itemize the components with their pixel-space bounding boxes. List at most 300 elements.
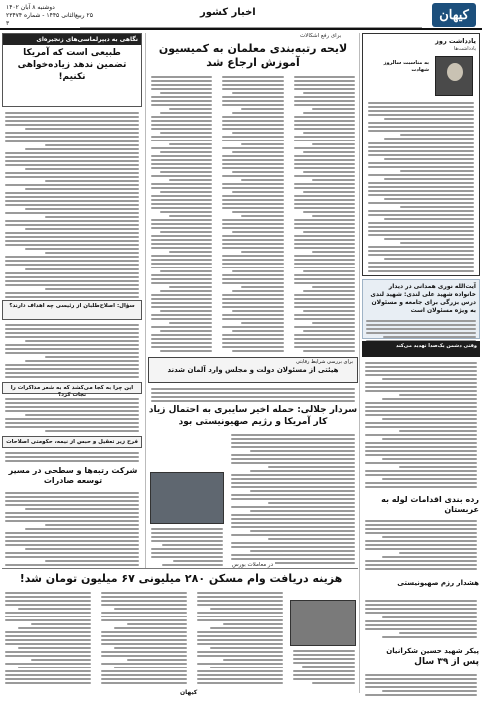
text-line (365, 520, 477, 522)
main-story-body (148, 74, 358, 354)
text-line (222, 255, 283, 257)
text-line (400, 134, 474, 136)
text-line (368, 150, 474, 152)
text-line (231, 526, 355, 528)
text-line (241, 215, 284, 217)
text-line (400, 170, 474, 172)
text-line (399, 466, 477, 468)
text-line (101, 651, 187, 653)
text-line (303, 231, 355, 233)
text-line (5, 422, 139, 424)
text-line (365, 524, 477, 526)
text-line (127, 659, 187, 661)
text-line (5, 564, 139, 566)
text-line (312, 251, 355, 253)
text-line (197, 639, 283, 641)
text-line (5, 260, 139, 262)
text-line (232, 270, 284, 272)
text-line (399, 430, 477, 432)
text-line (169, 251, 212, 253)
side-story-3 (362, 672, 480, 698)
page-number: ۳ (6, 20, 10, 27)
text-line (222, 96, 283, 98)
text-line (151, 207, 212, 209)
text-line (382, 438, 477, 440)
text-line (25, 360, 139, 362)
text-line (5, 674, 91, 676)
text-line (241, 251, 284, 253)
text-line (160, 270, 212, 272)
text-line (169, 215, 212, 217)
text-line (231, 442, 355, 444)
bottom-photo (290, 600, 356, 646)
text-line (5, 398, 139, 400)
text-line (151, 243, 212, 245)
text-line (160, 151, 212, 153)
text-line (382, 478, 477, 480)
text-line (101, 643, 187, 645)
text-line (5, 348, 139, 350)
text-line (25, 508, 139, 510)
text-line (151, 163, 212, 165)
text-line (197, 600, 283, 602)
text-line (231, 458, 355, 460)
diplomacy-box (2, 33, 142, 107)
text-line (294, 326, 355, 328)
text-line (222, 326, 283, 328)
text-line (303, 330, 355, 332)
text-line (222, 207, 283, 209)
text-line (5, 284, 139, 286)
text-line (312, 179, 355, 181)
text-line (293, 658, 355, 660)
text-line (294, 147, 355, 149)
text-line (231, 506, 355, 508)
text-line (250, 510, 355, 512)
text-line (5, 663, 91, 665)
text-line (127, 623, 187, 625)
bottom-story-body (2, 590, 286, 686)
text-line (294, 104, 355, 106)
text-line (5, 152, 139, 154)
text-line (368, 214, 474, 216)
text-line (231, 434, 355, 436)
text-line (151, 187, 212, 189)
text-line (5, 204, 139, 206)
text-line (365, 694, 477, 696)
masthead (0, 0, 482, 30)
main-headline[interactable]: لایحه رتبه‌بندی معلمان به کمیسیون آموزش ارجاع شد (158, 42, 348, 69)
text-line (151, 80, 212, 82)
text-line (5, 368, 139, 370)
text-line (5, 232, 139, 234)
main-kicker: برای رفع اشکالات (300, 33, 342, 39)
text-line (365, 560, 477, 562)
text-line (160, 231, 212, 233)
text-line (151, 155, 212, 157)
text-line (5, 678, 91, 680)
text-line (151, 334, 212, 336)
editorial-box (362, 33, 480, 276)
text-line (5, 192, 139, 194)
text-line (222, 259, 283, 261)
text-line (31, 623, 91, 625)
text-line (368, 254, 474, 256)
text-line (231, 478, 355, 480)
text-line (101, 600, 187, 602)
text-line (294, 282, 355, 284)
text-line (151, 298, 212, 300)
text-line (222, 334, 283, 336)
text-line (293, 674, 355, 676)
text-line (151, 247, 212, 249)
text-line (197, 643, 283, 645)
text-line (160, 191, 212, 193)
text-line (151, 195, 212, 197)
text-line (25, 148, 139, 150)
text-line (101, 674, 187, 676)
text-line (5, 512, 139, 514)
newspaper-logo[interactable]: کیهان (432, 3, 476, 27)
text-line (368, 182, 474, 184)
text-line (151, 346, 212, 348)
text-line (368, 110, 474, 112)
text-line (365, 382, 477, 384)
text-line (365, 474, 477, 476)
text-line (312, 215, 355, 217)
text-line (222, 203, 283, 205)
text-line (294, 342, 355, 344)
text-line (114, 608, 187, 610)
text-line (151, 159, 212, 161)
text-line (294, 136, 355, 138)
text-line (160, 92, 212, 94)
text-line (5, 176, 139, 178)
text-line (197, 616, 283, 618)
text-line (368, 174, 474, 176)
text-line (365, 528, 477, 530)
masthead-rule (80, 27, 422, 28)
text-line (294, 163, 355, 165)
text-line (294, 203, 355, 205)
text-line (368, 190, 474, 192)
cyber-headline[interactable]: سردار جلالی: حمله اخیر سایبری به احتمال زیاد کار آمریکا و رژیم صهیونیستی بود (148, 405, 358, 427)
text-line (5, 452, 139, 454)
diplomacy-bar: نگاهی به دیپرلماسی‌های زنجیره‌ای (3, 34, 141, 45)
text-line (151, 528, 223, 530)
text-line (382, 616, 477, 618)
text-line (151, 100, 212, 102)
text-line (366, 324, 476, 326)
text-line (5, 592, 91, 594)
text-line (151, 314, 212, 316)
text-line (365, 682, 477, 684)
text-line (365, 540, 477, 542)
text-line (293, 650, 355, 652)
text-line (222, 140, 283, 142)
text-line (5, 600, 91, 602)
text-line (222, 116, 283, 118)
text-line (101, 631, 187, 633)
text-line (231, 554, 355, 556)
text-line (151, 274, 212, 276)
bottom-rule (2, 568, 358, 569)
text-line (25, 188, 139, 190)
text-line (5, 200, 139, 202)
text-line (222, 136, 283, 138)
text-line (365, 612, 477, 614)
text-line (169, 179, 212, 181)
text-line (231, 454, 355, 456)
text-line (5, 596, 91, 598)
text-line (222, 223, 283, 225)
text-line (222, 128, 283, 130)
text-line (384, 198, 474, 200)
text-line (222, 302, 283, 304)
text-line (365, 628, 477, 630)
text-line (197, 670, 283, 672)
text-line (151, 167, 212, 169)
text-line (45, 216, 139, 218)
text-line (303, 191, 355, 193)
text-line (222, 239, 283, 241)
text-line (294, 88, 355, 90)
text-line (5, 164, 139, 166)
text-line (151, 263, 212, 265)
text-line (294, 175, 355, 177)
text-line (232, 310, 284, 312)
text-line (303, 290, 355, 292)
text-line (382, 378, 477, 380)
text-line (5, 132, 139, 134)
text-line (231, 498, 355, 500)
text-line (365, 442, 477, 444)
text-line (368, 142, 474, 144)
text-line (368, 210, 474, 212)
text-line (222, 278, 283, 280)
text-line (293, 678, 355, 680)
cyber-story-body (228, 432, 358, 564)
section-title: اخبار کشور (200, 7, 256, 18)
text-line (294, 199, 355, 201)
text-line (5, 372, 139, 374)
text-line (384, 118, 474, 120)
text-line (294, 84, 355, 86)
text-line (222, 282, 283, 284)
text-line (232, 151, 284, 153)
text-line (365, 624, 477, 626)
text-line (197, 635, 283, 637)
text-line (5, 520, 139, 522)
text-line (232, 132, 284, 134)
text-line (197, 604, 283, 606)
text-line (294, 223, 355, 225)
text-line (222, 159, 283, 161)
text-line (231, 438, 355, 440)
text-line (5, 292, 139, 294)
text-line (101, 616, 187, 618)
text-line (5, 460, 139, 462)
text-line (368, 106, 474, 108)
text-line (250, 490, 355, 492)
text-line (365, 608, 477, 610)
side-headline-3[interactable]: پس از ۳۹ سال (414, 657, 479, 667)
text-line (222, 120, 283, 122)
mid-kicker: برای بررسی شرایط رقابتی (295, 359, 353, 365)
text-line (303, 310, 355, 312)
text-line (222, 243, 283, 245)
text-line (222, 163, 283, 165)
export-story-body (2, 490, 142, 566)
text-line (101, 678, 187, 680)
text-line (365, 454, 477, 456)
text-line (151, 175, 212, 177)
question-box-3 (2, 436, 142, 448)
text-line (5, 406, 139, 408)
side-headline-2[interactable]: هشدار رزم‌ صهیونیستی (397, 579, 479, 587)
text-line (25, 414, 139, 416)
left-story-body-4 (2, 450, 142, 464)
mid-headline[interactable]: هیئتی از مسئولان دولت و مجلس وارد آلمان شدند (167, 366, 339, 374)
text-line (222, 104, 283, 106)
text-line (5, 280, 139, 282)
text-line (114, 647, 187, 649)
text-line (5, 456, 139, 458)
question-1[interactable]: سؤال: اصلاح‌طلبان از رئیسی چه اهداف دارند؟ (9, 303, 135, 309)
text-line (5, 536, 139, 538)
text-line (365, 686, 477, 688)
text-line (45, 180, 139, 182)
text-line (368, 202, 474, 204)
text-line (294, 255, 355, 257)
question-box-1 (2, 300, 142, 320)
text-line (294, 140, 355, 142)
text-line (101, 596, 187, 598)
text-line (222, 100, 283, 102)
text-line (151, 128, 212, 130)
text-line (365, 362, 477, 364)
text-line (368, 146, 474, 148)
text-line (114, 627, 187, 629)
text-line (101, 604, 187, 606)
text-line (151, 88, 212, 90)
text-line (268, 502, 355, 504)
text-line (368, 266, 474, 268)
text-line (101, 682, 187, 684)
text-line (368, 230, 474, 232)
text-line (5, 402, 139, 404)
text-line (222, 183, 283, 185)
text-line (368, 114, 474, 116)
text-line (151, 400, 355, 402)
text-line (210, 647, 283, 649)
text-line (232, 290, 284, 292)
text-line (241, 143, 284, 145)
text-line (368, 234, 474, 236)
text-line (210, 608, 283, 610)
text-line (303, 211, 355, 213)
text-line (5, 276, 139, 278)
text-line (5, 116, 139, 118)
text-line (197, 678, 283, 680)
text-line (400, 242, 474, 244)
text-line (151, 318, 212, 320)
text-line (303, 171, 355, 173)
text-line (241, 179, 284, 181)
text-line (294, 159, 355, 161)
text-line (197, 619, 283, 621)
text-line (222, 294, 283, 296)
text-line (151, 548, 223, 550)
text-line (101, 635, 187, 637)
export-headline[interactable]: شرکت رتبه‌ها و سطحی در مسیر توسعه صادرات (8, 466, 138, 485)
text-line (231, 522, 355, 524)
text-line (268, 538, 355, 540)
text-line (294, 235, 355, 237)
text-line (294, 302, 355, 304)
text-line (294, 167, 355, 169)
text-line (241, 322, 284, 324)
text-line (294, 243, 355, 245)
text-line (5, 544, 139, 546)
text-line (151, 306, 212, 308)
text-line (368, 250, 474, 252)
text-line (303, 112, 355, 114)
text-line (368, 130, 474, 132)
text-line (5, 236, 139, 238)
diplomacy-headline[interactable]: طبیعی است که آمریکا تضمین ندهد زیاده‌خواهی نکنیم! (17, 48, 127, 82)
text-line (101, 670, 187, 672)
text-line (5, 643, 91, 645)
text-line (294, 100, 355, 102)
text-line (25, 228, 139, 230)
side-headline-1[interactable]: رده بندی اقدامات لوله به عربستان (381, 495, 479, 514)
text-line (5, 556, 139, 558)
text-line (101, 663, 187, 665)
text-line (382, 458, 477, 460)
text-line (294, 80, 355, 82)
text-line (151, 84, 212, 86)
text-line (303, 151, 355, 153)
date-line-1: دوشنبه ۸ آبان ۱۴۰۲ (6, 4, 55, 11)
text-line (5, 140, 139, 142)
feature-headline[interactable]: آیت‌الله نوری همدانی در دیدار خانواده شهید علی لندی: شهید لندی درس بزرگی برای جامعه و مسئولان به ویژه مسئولان است (370, 283, 476, 314)
text-line (365, 390, 477, 392)
text-line (365, 482, 477, 484)
text-line (312, 108, 355, 110)
text-line (222, 187, 283, 189)
text-line (294, 338, 355, 340)
question-2[interactable]: این چرا به کجا می‌کشد که به شعر مذاکرات را نجات کرد؟ (10, 385, 134, 398)
text-line (25, 128, 139, 130)
text-line (5, 552, 139, 554)
text-line (18, 667, 91, 669)
text-line (5, 540, 139, 542)
text-line (45, 144, 139, 146)
bottom-kicker: در معاملات بورس (232, 562, 274, 568)
text-line (197, 682, 283, 684)
text-line (312, 322, 355, 324)
text-line (101, 612, 187, 614)
text-line (151, 536, 223, 538)
question-3[interactable]: فرح زیر تعقیل و حبس از نیمه، حکومتی اصلاحات (6, 439, 138, 445)
text-line (114, 667, 187, 669)
text-line (5, 604, 91, 606)
text-line (151, 396, 355, 398)
text-line (5, 124, 139, 126)
text-line (169, 286, 212, 288)
bottom-headline[interactable]: هزینه دریافت وام مسکن ۲۸۰ میلیونی ۶۷ میلیون تومان شد! (19, 572, 343, 585)
